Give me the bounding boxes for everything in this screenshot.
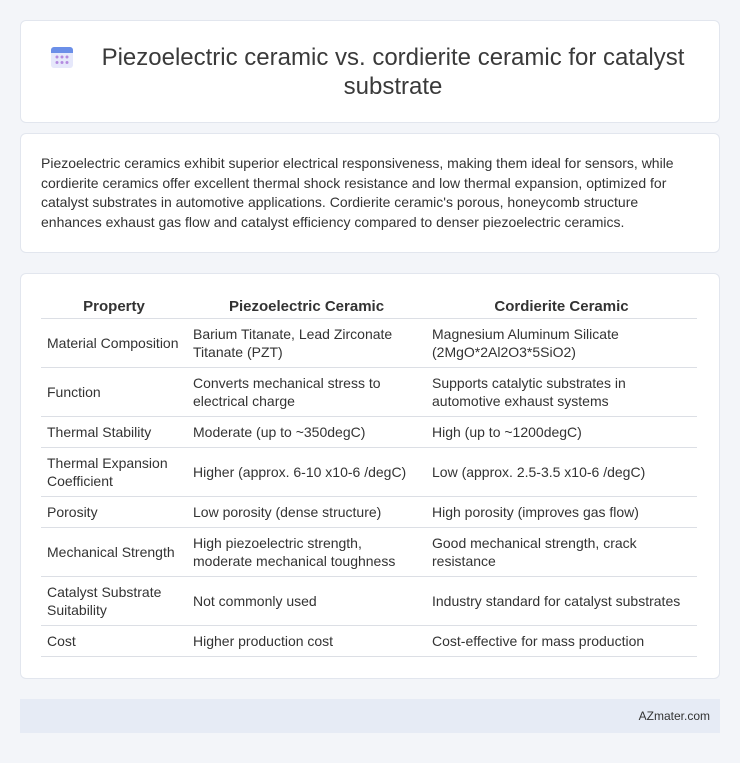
table-row — [41, 367, 697, 416]
cell-piezoelectric: Higher (approx. 6-10 x10-6 /degC) — [187, 447, 426, 496]
table-row — [41, 496, 697, 527]
footer — [20, 699, 720, 733]
cell-cordierite: Good mechanical strength, crack resistance — [426, 527, 697, 576]
cell-property: Thermal Expansion Coefficient — [41, 447, 187, 496]
cell-cordierite: Industry standard for catalyst substrates — [426, 576, 697, 625]
footer-site-link[interactable]: AZmater.com — [638, 709, 710, 723]
page-title: Piezoelectric ceramic vs. cordierite ceramic for catalyst substrate — [101, 43, 685, 100]
header-cordierite: Cordierite Ceramic — [426, 294, 697, 318]
table-row — [41, 527, 697, 576]
cell-piezoelectric: Converts mechanical stress to electrical charge — [187, 367, 426, 416]
intro-paragraph: Piezoelectric ceramics exhibit superior electrical responsiveness, making them ideal for sensors, while cordierite ceramics offer excellent thermal shock resistance and low thermal expansion, optimized for catalyst substrates in automotive applications. Cordierite ceramic's porous, honeycomb structure enhances exhaust gas flow and catalyst efficiency compared to denser piezoelectric ceramics. — [41, 155, 674, 230]
cell-piezoelectric: High piezoelectric strength, moderate mechanical toughness — [187, 527, 426, 576]
cell-property: Porosity — [41, 496, 187, 527]
header-piezoelectric: Piezoelectric Ceramic — [187, 294, 426, 318]
cell-cordierite: Magnesium Aluminum Silicate (2MgO*2Al2O3*5SiO2) — [426, 318, 697, 367]
cell-piezoelectric: Moderate (up to ~350degC) — [187, 416, 426, 447]
table-header-row — [41, 294, 697, 318]
comparison-card — [20, 273, 720, 679]
cell-piezoelectric: Low porosity (dense structure) — [187, 496, 426, 527]
table-row — [41, 625, 697, 656]
cell-property: Function — [41, 367, 187, 416]
cell-property: Material Composition — [41, 318, 187, 367]
cell-piezoelectric: Not commonly used — [187, 576, 426, 625]
cell-cordierite: High porosity (improves gas flow) — [426, 496, 697, 527]
cell-property: Catalyst Substrate Suitability — [41, 576, 187, 625]
cell-cordierite: Cost-effective for mass production — [426, 625, 697, 656]
comparison-table — [41, 294, 697, 657]
intro-card — [20, 133, 720, 253]
table-row — [41, 416, 697, 447]
cell-piezoelectric: Barium Titanate, Lead Zirconate Titanate (PZT) — [187, 318, 426, 367]
cell-cordierite: Low (approx. 2.5-3.5 x10-6 /degC) — [426, 447, 697, 496]
cell-property: Thermal Stability — [41, 416, 187, 447]
cell-cordierite: High (up to ~1200degC) — [426, 416, 697, 447]
table-row — [41, 576, 697, 625]
cell-property: Mechanical Strength — [41, 527, 187, 576]
cell-property: Cost — [41, 625, 187, 656]
header-property: Property — [41, 294, 187, 318]
table-row — [41, 447, 697, 496]
cell-cordierite: Supports catalytic substrates in automotive exhaust systems — [426, 367, 697, 416]
title-wrap — [49, 43, 691, 101]
cell-piezoelectric: Higher production cost — [187, 625, 426, 656]
calendar-grid-icon — [49, 44, 75, 70]
table-row — [41, 318, 697, 367]
title-card — [20, 20, 720, 123]
